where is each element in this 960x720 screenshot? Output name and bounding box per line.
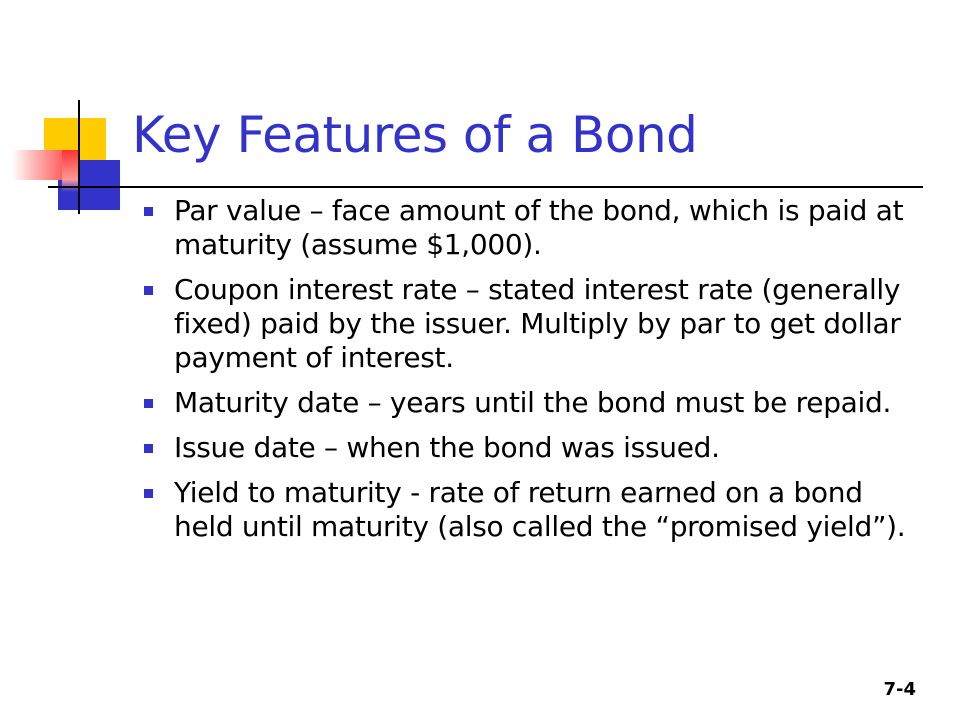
bullet-text: Maturity date – years until the bond must be repaid. [174, 386, 892, 419]
bullet-item-coupon-rate [142, 273, 917, 375]
square-bullet-icon [144, 489, 153, 498]
bullet-item-maturity-date [142, 386, 917, 420]
square-bullet-icon [144, 399, 153, 408]
bullet-item-yield-to-maturity [142, 476, 917, 544]
square-bullet-icon [144, 444, 153, 453]
bullet-text: Coupon interest rate – stated interest rate (generally fixed) paid by the issuer. Multiply by par to get dollar payment of interest. [174, 273, 901, 374]
bullet-text: Yield to maturity - rate of return earned on a bond held until maturity (also called the “promised yield”). [174, 476, 906, 543]
title-underline-rule [48, 186, 923, 188]
page-number: 7-4 [883, 679, 916, 700]
slide-title: Key Features of a Bond [132, 106, 698, 164]
bullet-list [142, 194, 917, 555]
vertical-rule [78, 100, 80, 214]
square-bullet-icon [144, 286, 153, 295]
bullet-text: Par value – face amount of the bond, which is paid at maturity (assume $1,000). [174, 194, 904, 261]
square-bullet-icon [144, 207, 153, 216]
bullet-item-issue-date [142, 431, 917, 465]
bullet-item-par-value [142, 194, 917, 262]
bullet-text: Issue date – when the bond was issued. [174, 431, 720, 464]
